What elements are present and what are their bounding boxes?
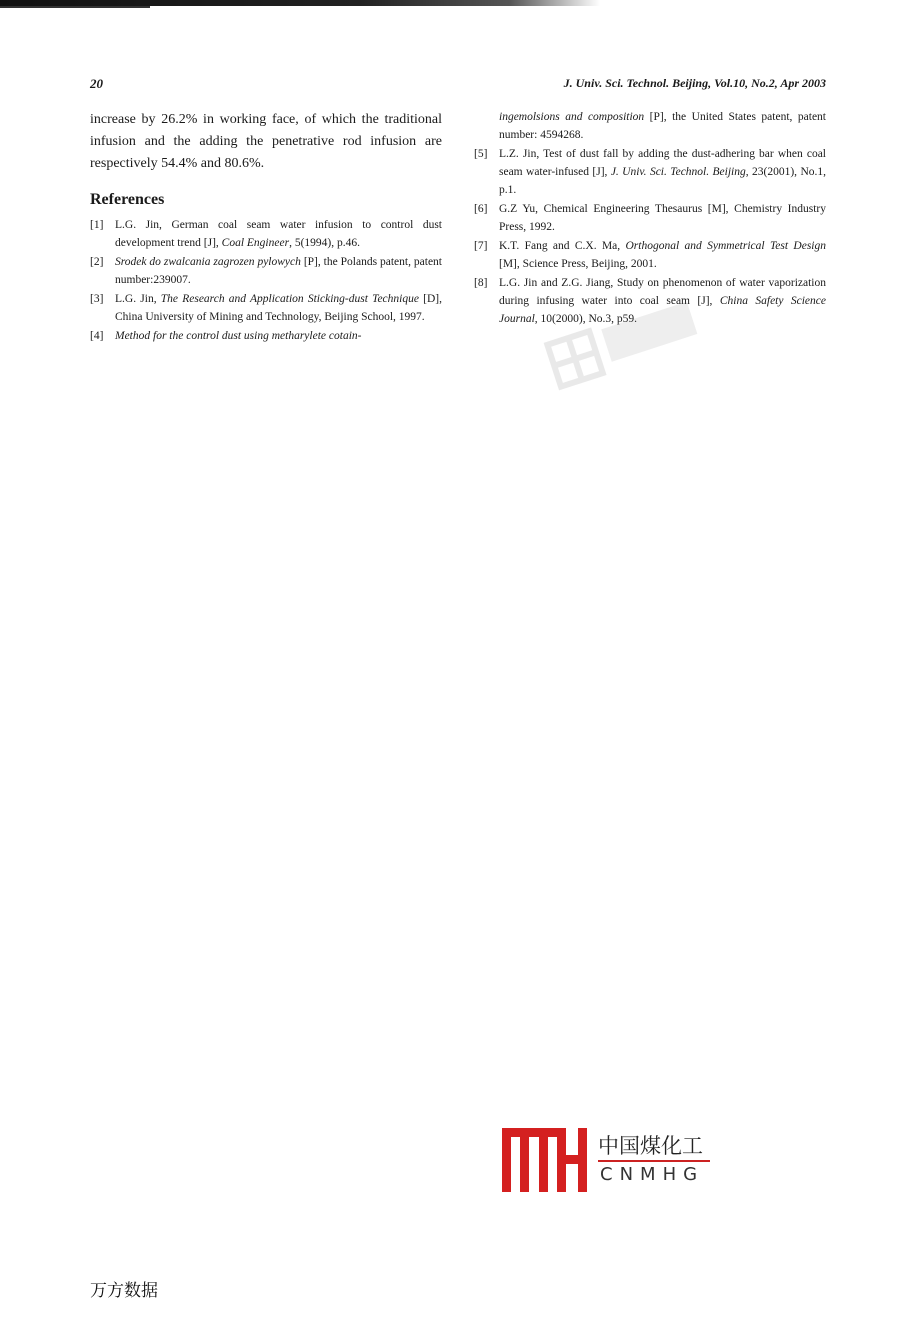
logo-english-text: CNMHG [600, 1164, 705, 1185]
footer-brand: 万方数据 [90, 1281, 158, 1301]
right-column [474, 108, 826, 329]
reference-text [115, 290, 442, 326]
reference-text [499, 145, 826, 199]
reference-item [90, 327, 442, 345]
reference-plain: , 23(2001), No.1, p.1. [499, 166, 826, 196]
reference-italic: Method for the control dust using metharylete cotain- [115, 330, 362, 342]
reference-item [90, 216, 442, 252]
references-heading: References [90, 191, 165, 208]
reference-italic: China Safety Science Journal [499, 295, 826, 325]
reference-plain: , 10(2000), No.3, p59. [534, 313, 637, 325]
reference-plain: [P], the United States patent, patent number: 4594268. [499, 111, 826, 141]
reference-text [499, 200, 826, 236]
reference-text [115, 327, 442, 345]
reference-italic: ingemolsions and composition [499, 111, 645, 123]
reference-plain: [D], China University of Mining and Technology, Beijing School, 1997. [115, 293, 442, 323]
reference-plain: L.G. Jin and Z.G. Jiang, Study on phenomenon of water vaporization during infusing water into coal seam [J], [499, 277, 826, 307]
reference-item [474, 145, 826, 199]
reference-number: [3] [90, 293, 104, 305]
reference-number: [1] [90, 219, 104, 231]
reference-italic: The Research and Application Sticking-dust Technique [160, 293, 419, 305]
reference-plain: [P], the Polands patent, patent number:239007. [115, 256, 442, 286]
reference-italic: J. Univ. Sci. Technol. Beijing [610, 166, 746, 178]
body-paragraph: increase by 26.2% in working face, of which the traditional infusion and the adding the penetrative rod infusion are respectively 54.4% and 80.6%. [90, 112, 442, 171]
reference-number: [8] [474, 277, 488, 289]
reference-item [90, 290, 442, 326]
reference-number: [5] [474, 148, 488, 160]
reference-plain: L.Z. Jin, Test of dust fall by adding the dust-adhering bar when coal seam water-infused [J], [499, 148, 826, 178]
reference-plain: L.G. Jin, [115, 293, 161, 305]
reference-plain: [M], Science Press, Beijing, 2001. [499, 258, 657, 270]
logo-divider [598, 1160, 710, 1162]
reference-text [499, 237, 826, 273]
reference-italic: Coal Engineer [221, 237, 290, 249]
page-number: 20 [90, 76, 103, 91]
reference-plain: G.Z Yu, Chemical Engineering Thesaurus [M], Chemistry Industry Press, 1992. [499, 203, 826, 233]
reference-item [474, 200, 826, 236]
reference-text [115, 216, 442, 252]
reference-number: [7] [474, 240, 488, 252]
reference-plain: K.T. Fang and C.X. Ma, [499, 240, 626, 252]
reference-number: [6] [474, 203, 488, 215]
logo-chinese-text: 中国煤化工 [598, 1134, 703, 1158]
reference-item [90, 253, 442, 289]
reference-continuation [474, 108, 826, 144]
reference-number: [2] [90, 256, 104, 268]
reference-number: [4] [90, 330, 104, 342]
reference-item [474, 237, 826, 273]
reference-plain: , 5(1994), p.46. [289, 237, 360, 249]
left-column [90, 109, 442, 346]
reference-italic: Srodek do zwalcania zagrozen pylowych [115, 256, 301, 268]
reference-italic: Orthogonal and Symmetrical Test Design [625, 240, 826, 252]
running-head: J. Univ. Sci. Technol. Beijing, Vol.10, No.2, Apr 2003 [563, 76, 826, 90]
reference-text [115, 253, 442, 289]
reference-plain: L.G. Jin, German coal seam water infusion to control dust development trend [J], [115, 219, 442, 249]
scan-edge-artifact-secondary [0, 6, 150, 8]
